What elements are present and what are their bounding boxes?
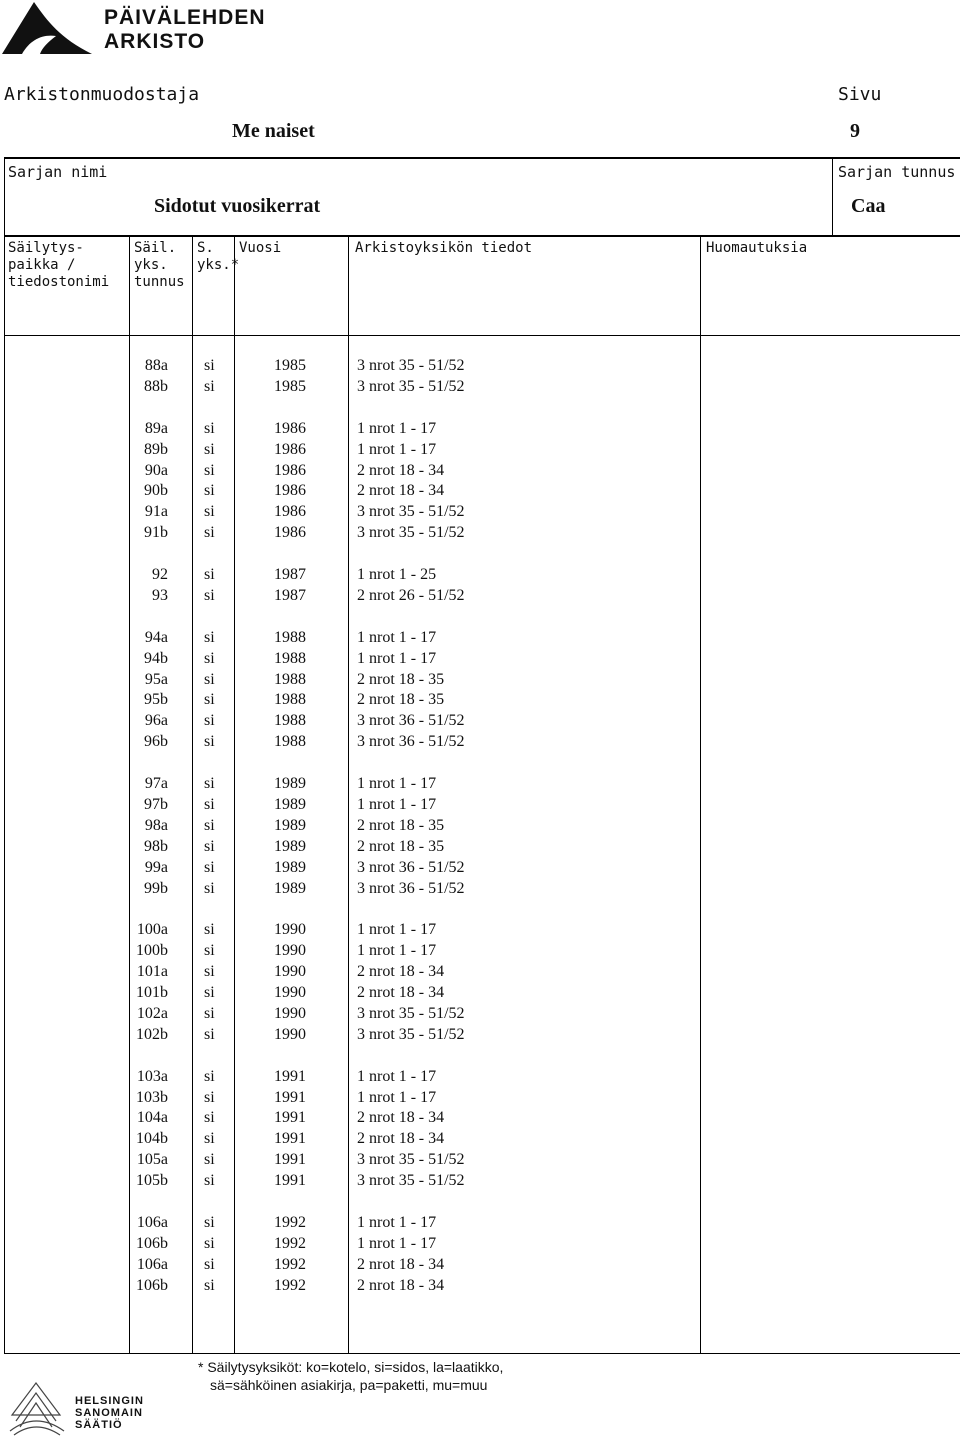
unit-id-cell: 100a [136, 921, 168, 939]
year-cell: 1989 [274, 858, 306, 876]
year-cell: 1988 [274, 670, 306, 688]
unit-id-cell: 105b [136, 1172, 168, 1190]
year-cell: 1990 [274, 1025, 306, 1043]
details-cell: 1 nrot 1 - 17 [357, 440, 437, 458]
unit-type-cell: si [204, 357, 215, 374]
details-cell: 1 nrot 1 - 17 [357, 942, 437, 960]
year-cell: 1992 [274, 1255, 306, 1273]
unit-id-cell: 102b [136, 1025, 168, 1043]
unit-id-cell: 98b [144, 837, 168, 855]
unit-type-cell: si [204, 1088, 215, 1106]
year-cell: 1986 [274, 461, 306, 479]
details-cell: 2 nrot 18 - 34 [357, 1276, 445, 1294]
year-cell: 1991 [274, 1109, 306, 1127]
series-divider [4, 235, 960, 237]
year-cell: 1990 [274, 963, 306, 981]
unit-id-cell: 96a [144, 712, 168, 730]
column-header-unit-type: S. yks.* [197, 240, 240, 273]
year-cell: 1986 [274, 524, 306, 542]
unit-type-cell: si [204, 419, 215, 437]
logo-text-line1: PÄIVÄLEHDEN [104, 6, 266, 29]
year-cell: 1989 [274, 816, 306, 834]
unit-type-cell: si [204, 1255, 215, 1273]
column-divider-unit-id [192, 235, 193, 1353]
unit-id-cell: 105a [136, 1151, 168, 1169]
year-cell: 1988 [274, 712, 306, 730]
unit-type-cell: si [204, 921, 215, 939]
year-cell: 1986 [274, 482, 306, 500]
unit-id-cell: 101b [136, 984, 168, 1001]
year-cell: 1992 [274, 1213, 306, 1231]
unit-type-cell: si [204, 649, 215, 667]
details-cell: 1 nrot 1 - 17 [357, 775, 437, 792]
series-id-divider [832, 157, 833, 235]
unit-id-cell: 96b [144, 733, 168, 751]
year-cell: 1991 [274, 1172, 306, 1190]
year-cell: 1989 [274, 837, 306, 855]
unit-id-cell: 99a [144, 858, 168, 876]
unit-type-cell: si [204, 1004, 215, 1022]
year-cell: 1991 [274, 1067, 306, 1085]
details-cell: 2 nrot 18 - 35 [357, 837, 445, 855]
unit-type-cell: si [204, 795, 215, 813]
column-divider-details [700, 235, 701, 1353]
unit-type-cell: si [204, 1130, 215, 1148]
unit-id-cell: 95b [144, 691, 168, 709]
details-cell: 2 nrot 18 - 35 [357, 670, 445, 688]
unit-id-cell: 88a [144, 357, 168, 374]
year-cell: 1988 [274, 649, 306, 667]
year-cell: 1991 [274, 1151, 306, 1169]
unit-type-cell: si [204, 524, 215, 542]
foundation-logo-line3: SÄÄTIÖ [75, 1419, 123, 1431]
unit-id-cell: 104a [136, 1109, 168, 1127]
unit-type-cell: si [204, 837, 215, 855]
details-cell: 2 nrot 18 - 34 [357, 963, 445, 981]
unit-id-cell: 94b [144, 649, 168, 667]
unit-id-cell: 100b [136, 942, 168, 960]
page-number: 9 [850, 120, 860, 142]
archive-logo-text [104, 6, 266, 54]
details-cell: 1 nrot 1 - 17 [357, 1067, 437, 1085]
year-cell: 1987 [274, 566, 306, 583]
details-cell: 3 nrot 35 - 51/52 [357, 1172, 465, 1190]
column-header-year: Vuosi [239, 240, 282, 256]
year-cell: 1986 [274, 503, 306, 521]
details-cell: 2 nrot 18 - 35 [357, 816, 445, 834]
details-cell: 3 nrot 35 - 51/52 [357, 1151, 465, 1169]
archive-logo [0, 0, 270, 60]
unit-type-cell: si [204, 566, 215, 583]
footnote-line2: sä=sähköinen asiakirja, pa=paketti, mu=muu [210, 1377, 488, 1393]
year-cell: 1990 [274, 942, 306, 960]
unit-id-cell: 98a [144, 816, 168, 834]
foundation-logo-line2: SANOMAIN [75, 1407, 143, 1419]
unit-id-cell: 106b [136, 1234, 168, 1252]
year-cell: 1991 [274, 1130, 306, 1148]
details-cell: 1 nrot 1 - 17 [357, 628, 437, 646]
year-cell: 1988 [274, 628, 306, 646]
year-cell: 1990 [274, 984, 306, 1001]
details-cell: 2 nrot 18 - 34 [357, 1255, 445, 1273]
year-cell: 1989 [274, 795, 306, 813]
unit-id-cell: 90b [144, 482, 168, 500]
unit-id-cell: 106b [136, 1276, 168, 1294]
details-cell: 3 nrot 36 - 51/52 [357, 879, 465, 897]
unit-id-cell: 89b [144, 440, 168, 458]
unit-type-cell: si [204, 984, 215, 1001]
unit-type-cell: si [204, 440, 215, 458]
details-cell: 2 nrot 18 - 34 [357, 1130, 445, 1148]
year-cell: 1990 [274, 921, 306, 939]
unit-id-cell: 106a [136, 1213, 168, 1231]
year-cell: 1989 [274, 879, 306, 897]
details-cell: 3 nrot 36 - 51/52 [357, 712, 465, 730]
unit-type-cell: si [204, 775, 215, 792]
details-cell: 1 nrot 1 - 17 [357, 1213, 437, 1231]
year-cell: 1991 [274, 1088, 306, 1106]
footnote [198, 1358, 503, 1394]
column-header-divider [4, 335, 960, 336]
unit-type-cell: si [204, 1025, 215, 1043]
unit-type-cell: si [204, 628, 215, 646]
details-cell: 1 nrot 1 - 17 [357, 649, 437, 667]
details-cell: 2 nrot 26 - 51/52 [357, 586, 465, 604]
unit-type-cell: si [204, 586, 215, 604]
unit-type-cell: si [204, 733, 215, 751]
details-cell: 1 nrot 1 - 17 [357, 1234, 437, 1252]
year-cell: 1985 [274, 357, 306, 374]
unit-type-cell: si [204, 691, 215, 709]
unit-id-cell: 94a [144, 628, 168, 646]
unit-type-cell: si [204, 963, 215, 981]
logo-text-line2: ARKISTO [104, 30, 206, 53]
header-divider [4, 157, 960, 159]
details-cell: 3 nrot 35 - 51/52 [357, 524, 465, 542]
column-header-unit-id: Säil. yks. tunnus [134, 240, 185, 290]
unit-type-cell: si [204, 879, 215, 897]
unit-type-cell: si [204, 1172, 215, 1190]
unit-id-cell: 106a [136, 1255, 168, 1273]
details-cell: 3 nrot 35 - 51/52 [357, 377, 465, 395]
unit-type-cell: si [204, 482, 215, 500]
year-cell: 1989 [274, 775, 306, 792]
unit-id-cell: 97b [144, 795, 168, 813]
unit-type-cell: si [204, 1276, 215, 1294]
details-cell: 2 nrot 18 - 34 [357, 984, 445, 1001]
details-cell: 2 nrot 18 - 34 [357, 1109, 445, 1127]
unit-type-cell: si [204, 1234, 215, 1252]
unit-id-cell: 92 [152, 566, 168, 583]
year-cell: 1986 [274, 440, 306, 458]
unit-id-cell: 91b [144, 524, 168, 542]
column-divider-unit-type [234, 235, 235, 1353]
column-header-details: Arkistoyksikön tiedot [355, 240, 533, 256]
unit-type-cell: si [204, 816, 215, 834]
document-title: Me naiset [232, 120, 315, 142]
footnote-line1: * Säilytysyksiköt: ko=kotelo, si=sidos, la=laatikko, [198, 1359, 504, 1375]
app-title: Arkistonmuodostaja [4, 84, 200, 105]
archive-logo-mark-icon [0, 0, 100, 60]
details-cell: 3 nrot 35 - 51/52 [357, 1004, 465, 1022]
details-cell: 3 nrot 36 - 51/52 [357, 733, 465, 751]
unit-type-cell: si [204, 1151, 215, 1169]
year-cell: 1988 [274, 733, 306, 751]
year-cell: 1987 [274, 586, 306, 604]
page-label: Sivu [838, 84, 882, 105]
series-name-label: Sarjan nimi [8, 163, 108, 181]
year-cell: 1992 [274, 1276, 306, 1294]
details-cell: 1 nrot 1 - 17 [357, 1088, 437, 1106]
unit-type-cell: si [204, 942, 215, 960]
year-cell: 1990 [274, 1004, 306, 1022]
foundation-logo-text [75, 1395, 144, 1431]
unit-id-cell: 103a [136, 1067, 168, 1085]
details-cell: 3 nrot 36 - 51/52 [357, 858, 465, 876]
details-cell: 1 nrot 1 - 17 [357, 419, 437, 437]
unit-id-cell: 91a [144, 503, 168, 521]
unit-id-cell: 88b [144, 377, 168, 395]
column-header-location: Säilytys- paikka / tiedostonimi [8, 240, 110, 290]
unit-id-cell: 90a [144, 461, 168, 479]
column-divider-year [348, 235, 349, 1353]
foundation-logo-icon [6, 1375, 72, 1441]
details-cell: 2 nrot 18 - 34 [357, 482, 445, 500]
details-cell: 2 nrot 18 - 35 [357, 691, 445, 709]
series-name: Sidotut vuosikerrat [154, 195, 321, 217]
details-cell: 3 nrot 35 - 51/52 [357, 357, 465, 374]
details-cell: 2 nrot 18 - 34 [357, 461, 445, 479]
unit-type-cell: si [204, 1109, 215, 1127]
year-cell: 1988 [274, 691, 306, 709]
details-cell: 3 nrot 35 - 51/52 [357, 1025, 465, 1043]
year-cell: 1986 [274, 419, 306, 437]
unit-id-cell: 93 [152, 586, 168, 604]
unit-id-cell: 89a [144, 419, 168, 437]
unit-type-cell: si [204, 377, 215, 395]
details-cell: 1 nrot 1 - 25 [357, 566, 437, 583]
series-id-label: Sarjan tunnus [838, 163, 956, 181]
unit-type-cell: si [204, 503, 215, 521]
unit-type-cell: si [204, 1067, 215, 1085]
column-header-notes: Huomautuksia [706, 240, 808, 256]
foundation-logo-line1: HELSINGIN [75, 1395, 144, 1407]
unit-id-cell: 104b [136, 1130, 168, 1148]
unit-type-cell: si [204, 670, 215, 688]
unit-id-cell: 102a [136, 1004, 168, 1022]
unit-type-cell: si [204, 461, 215, 479]
unit-id-cell: 101a [136, 963, 168, 981]
unit-type-cell: si [204, 1213, 215, 1231]
details-cell: 1 nrot 1 - 17 [357, 795, 437, 813]
unit-id-cell: 97a [144, 775, 168, 792]
unit-id-cell: 99b [144, 879, 168, 897]
unit-id-cell: 103b [136, 1088, 168, 1106]
unit-type-cell: si [204, 858, 215, 876]
year-cell: 1985 [274, 377, 306, 395]
table-left-border [4, 157, 5, 1353]
unit-id-cell: 95a [144, 670, 168, 688]
year-cell: 1992 [274, 1234, 306, 1252]
series-id: Caa [851, 195, 886, 217]
unit-type-cell: si [204, 712, 215, 730]
details-cell: 3 nrot 35 - 51/52 [357, 503, 465, 521]
table-bottom-border [4, 1353, 960, 1354]
details-cell: 1 nrot 1 - 17 [357, 921, 437, 939]
